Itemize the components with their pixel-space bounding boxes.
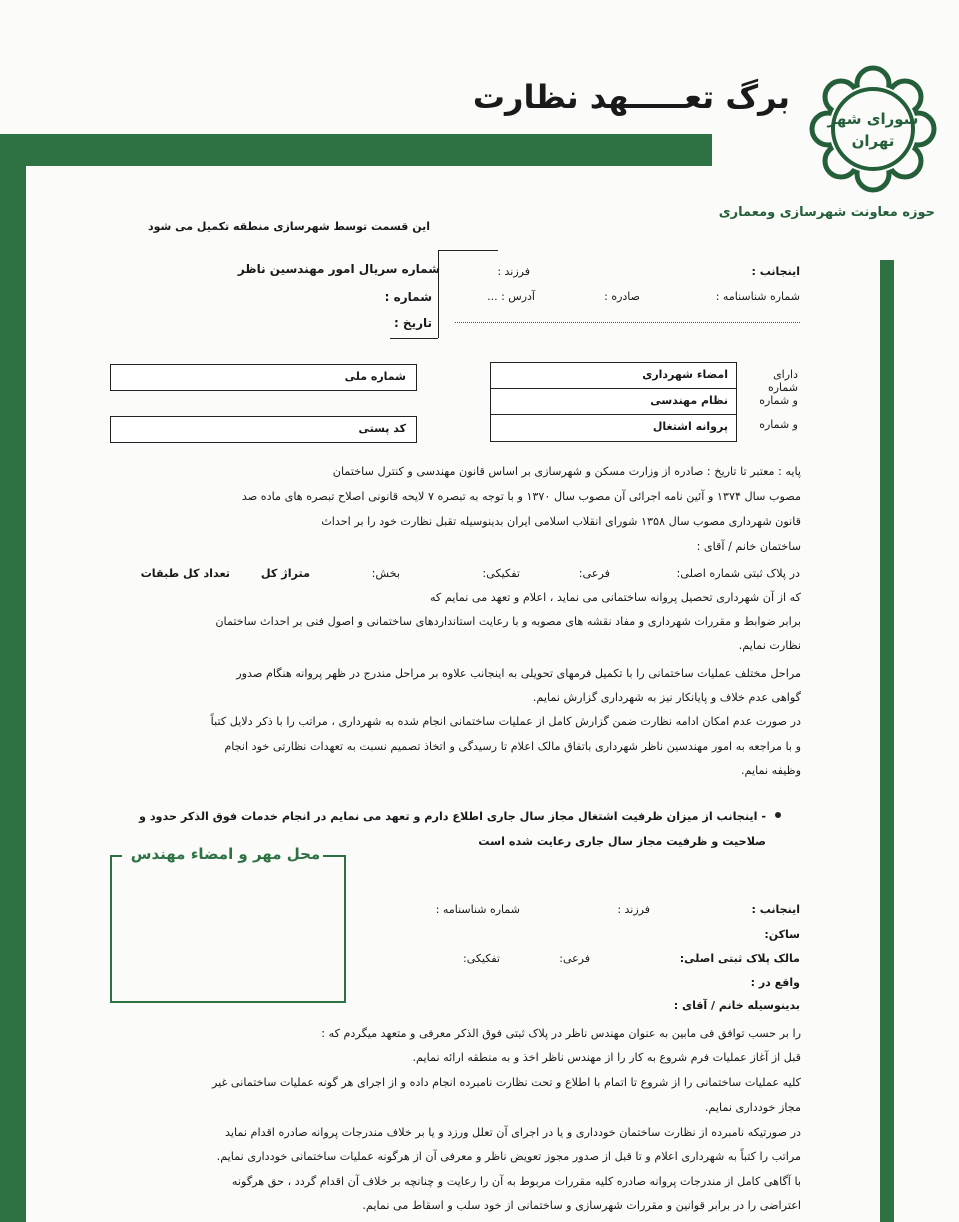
owner-located: واقع در : [750,976,800,989]
has-number-label: دارای شماره [767,368,798,394]
identity-id-number: شماره شناسنامه : [715,290,800,303]
region-note: این قسمت توسط شهرسازی منطقه تکمیل می شود [147,220,430,233]
owner-p1: را بر حسب توافق فی مابین به عنوان مهندس ناظر در پلاک ثبتی فوق الذکر معرفی و متعهد میگردم که : [321,1027,801,1040]
plate-number-label: در پلاک ثبتی شماره اصلی: [676,567,800,580]
left-green-bar [0,134,26,1222]
commitment-3c: وظیفه نمایم. [740,764,801,777]
serial-title: شماره سریال امور مهندسین ناظر [237,262,440,276]
plate-separated-label: تفکیکی: [482,567,520,580]
serial-divider-top [438,250,498,251]
owner-p4b: مراتب را کتباً به شهرداری اعلام و تا قبل از صدور مجوز تعویض ناظر و معرفی آن از هرگونه عملیات ساختمانی خودداری نمایم. [216,1150,801,1163]
law-line-2: مصوب سال ۱۳۷۴ و آئین نامه اجرائی آن مصوب سال ۱۳۷۰ و با توجه به تبصره ۷ لایحه قانونی اصلاح تبصره های ماده صد [241,490,801,503]
commitment-3b: و با مراجعه به امور مهندسین ناظر شهرداری باتفاق مالک اعلام تا رسیدگی و اتخاذ تصمیم نسبت به تعهدات نظارتی خود انجام [224,740,801,753]
serial-divider-bottom [390,338,438,339]
commitment-intro: که از آن شهرداری تحصیل پروانه ساختمانی می نماید ، اعلام و تعهد می نمایم که [429,591,801,604]
owner-plate-separated: تفکیکی: [463,952,500,965]
postal-code-label: کد پستی [358,422,406,435]
and-number-label-2: و شماره [759,418,798,431]
serial-divider [438,250,439,338]
identity-issued: صادره : [604,290,640,303]
owner-p4a: در صورتیکه نامبرده از نظارت ساختمان خودداری و یا در اجرای آن تعلل ورزد و یا بر خلاف مندرجات پروانه صادره اقدام نماید [225,1126,801,1139]
capacity-statement-b: صلاحیت و ظرفیت مجاز سال جاری رعایت شده است [478,835,766,848]
top-green-bar [0,134,712,166]
identity-child-of: فرزند : [497,265,530,278]
identity-address: آدرس : ... [487,290,535,303]
right-green-bar [880,260,894,1222]
owner-resident: ساکن: [764,928,800,941]
capacity-statement-a: - اینجانب از میزان ظرفیت اشتغال مجاز سال جاری اطلاع دارم و تعهد می نمایم در انجام خدمات فوق الذکر حدود و [138,810,766,823]
national-id-label: شماره ملی [344,370,406,383]
total-area-label: متراژ کل [260,567,310,580]
department-name: حوزه معاونت شهرسازی ومعماری [718,205,935,220]
owner-p5a: با آگاهی کامل از مندرجات پروانه صادره کلیه مقررات مربوط به آن را رعایت و چنانچه بر خلاف آن اقدام گردد ، حق هرگونه [231,1175,801,1188]
grade-line: پایه : معتبر تا تاریخ : صادره از وزارت مسکن و شهرسازی بر اساس قانون مهندسی و کنترل ساختمان [332,465,801,478]
commitment-2a: مراحل مختلف عملیات ساختمانی را با تکمیل فرمهای تحویلی به اینجانب علاوه بر مراحل مندرج در ظهر پروانه هنگام صدور [236,667,801,680]
owner-plate: مالک پلاک ثبتی اصلی: [679,952,800,965]
owner-id-number: شماره شناسنامه : [435,903,520,916]
commitment-2b: گواهی عدم خلاف و پایانکار نیز به شهرداری گزارش نمایم. [532,691,801,704]
plate-section-label: بخش: [371,567,400,580]
serial-number-label: شماره : [384,290,432,304]
postal-code-box[interactable] [110,416,417,443]
owner-plate-sub: فرعی: [559,952,590,965]
svg-text:شورای شهر: شورای شهر [827,110,919,128]
employment-license-field[interactable]: پروانه اشتغال [652,420,728,433]
commitment-3a: در صورت عدم امکان ادامه نظارت ضمن گزارش کامل از عملیات ساختمانی انجام شده به شهرداری ، مراتب را با ذکر دلایل کتباً [210,715,801,728]
owner-child-of: فرزند : [617,903,650,916]
owner-i-label: اینجانب : [751,903,800,916]
owner-hereby: بدینوسیله خانم / آقای : [673,999,800,1012]
bullet-icon [775,812,781,818]
owner-p3a: کلیه عملیات ساختمانی را از شروع تا اتمام با اطلاع و تحت نظارت نامبرده انجام داده و از اجرای هر گونه عملیات ساختمانی غیر [211,1076,801,1089]
identity-dotted-line [455,322,800,323]
municipality-signature-field[interactable]: امضاء شهرداری [642,368,728,381]
commitment-1a: برابر ضوابط و مقررات شهرداری و مفاد نقشه های مصوبه و با رعایت استانداردهای ساختمانی و اصول فنی بر احداث ساختمان [215,615,801,628]
plate-sub-label: فرعی: [578,567,610,580]
tehran-council-logo [808,64,938,194]
national-id-box[interactable] [110,364,417,391]
serial-date-label: تاریخ : [393,316,432,330]
owner-p3b: مجاز خودداری نمایم. [704,1101,801,1114]
license-box [490,362,737,442]
owner-name-line: ساختمان خانم / آقای : [696,540,801,553]
stamp-title: محل مهر و امضاء مهندس [128,845,323,863]
owner-p5b: اعتراضی را در برابر قوانین و مقررات شهرسازی و ساختمانی از خود سلب و اسقاط می نمایم. [362,1199,801,1212]
owner-p2: قبل از آغاز عملیات فرم شروع به کار را از مهندس ناظر اخذ و به منطقه ارائه نمایم. [412,1051,801,1064]
svg-text:تهران: تهران [851,132,895,150]
law-line-3: قانون شهرداری مصوب سال ۱۳۵۸ شورای انقلاب اسلامی ایران بدینوسیله تقبل نظارت خود را بر احداث [321,515,801,528]
commitment-1b: نظارت نمایم. [738,639,801,652]
engineer-stamp-area[interactable] [110,855,346,1003]
and-number-label-1: و شماره [759,394,798,407]
total-floors-label: تعداد کل طبقات [140,567,230,580]
identity-i-label: اینجانب : [751,265,800,278]
engineering-system-field[interactable]: نظام مهندسی [650,394,728,407]
form-title: برگ تعـــــهد نظارت [472,78,790,116]
